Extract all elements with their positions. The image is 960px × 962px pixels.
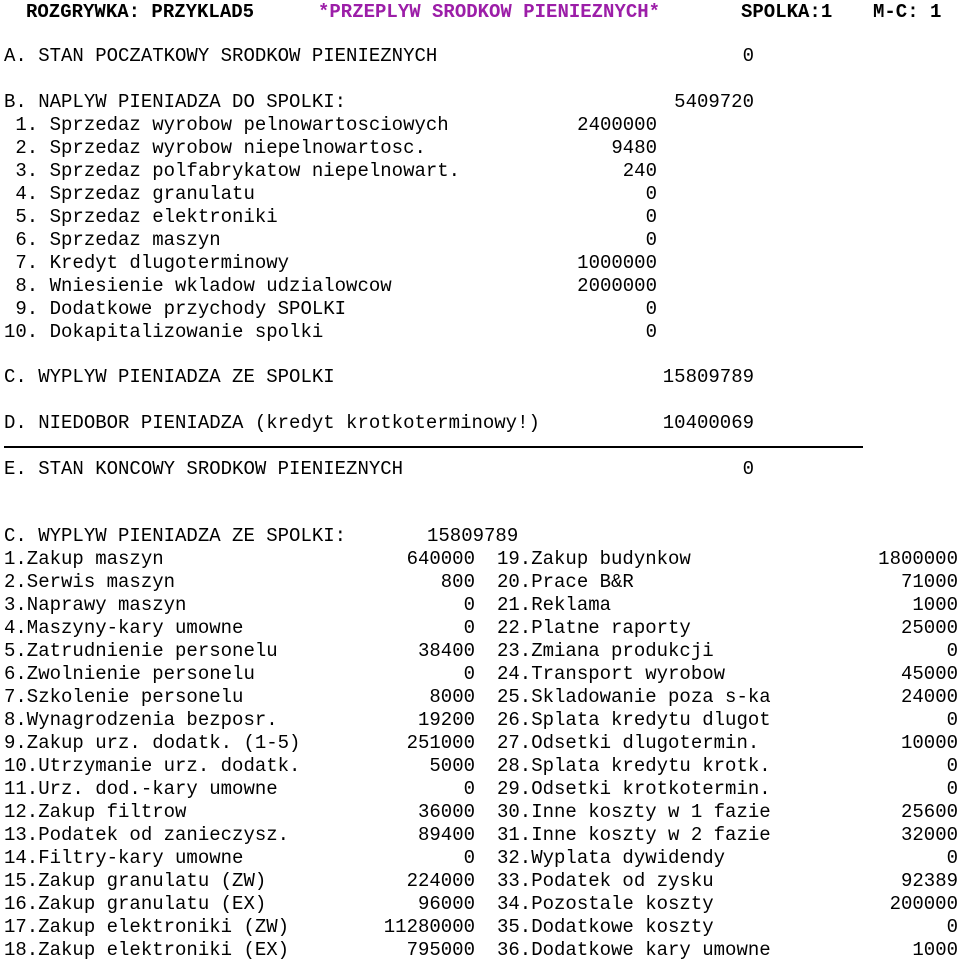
inflow-item-label: 8. Wniesienie wkladow udzialowcow: [4, 275, 392, 297]
outflow-label: C. WYPLYW PIENIADZA ZE SPOLKI:: [4, 525, 347, 547]
outflow-right-item-label: 23.Zmiana produkcji: [497, 640, 714, 662]
section-d-value: 10400069: [662, 412, 754, 434]
inflow-item-label: 9. Dodatkowe przychody SPOLKI: [4, 298, 347, 320]
outflow-left-item-label: 2.Serwis maszyn: [4, 571, 176, 593]
inflow-item-value: 2400000: [577, 114, 657, 136]
outflow-right-item-label: 31.Inne koszty w 2 fazie: [497, 824, 771, 846]
outflow-left-item-value: 0: [463, 617, 475, 639]
outflow-left-item-label: 5.Zatrudnienie personelu: [4, 640, 278, 662]
inflow-item-value: 0: [645, 183, 657, 205]
outflow-right-item-value: 10000: [900, 732, 958, 754]
outflow-right-item-value: 0: [946, 640, 958, 662]
outflow-right-item-label: 36.Dodatkowe kary umowne: [497, 939, 771, 961]
outflow-left-item-label: 12.Zakup filtrow: [4, 801, 187, 823]
outflow-right-item-value: 25600: [900, 801, 958, 823]
outflow-left-item-value: 640000: [406, 548, 475, 570]
outflow-right-item-value: 1000: [912, 594, 958, 616]
outflow-left-item-value: 38400: [417, 640, 475, 662]
outflow-left-item-label: 13.Podatek od zanieczysz.: [4, 824, 290, 846]
outflow-right-item-label: 26.Splata kredytu dlugot: [497, 709, 771, 731]
section-b-label: B. NAPLYW PIENIADZA DO SPOLKI:: [4, 91, 347, 113]
inflow-item-value: 0: [645, 321, 657, 343]
outflow-left-item-value: 0: [463, 594, 475, 616]
outflow-right-item-value: 0: [946, 916, 958, 938]
inflow-item-label: 10. Dokapitalizowanie spolki: [4, 321, 324, 343]
outflow-right-item-label: 25.Skladowanie poza s-ka: [497, 686, 771, 708]
outflow-left-item-value: 19200: [417, 709, 475, 731]
outflow-right-item-label: 30.Inne koszty w 1 fazie: [497, 801, 771, 823]
section-c-label: C. WYPLYW PIENIADZA ZE SPOLKI: [4, 366, 335, 388]
outflow-right-item-label: 34.Pozostale koszty: [497, 893, 714, 915]
inflow-item-value: 0: [645, 229, 657, 251]
inflow-item-label: 2. Sprzedaz wyrobow niepelnowartosc.: [4, 137, 426, 159]
divider: [4, 446, 863, 448]
outflow-left-item-value: 0: [463, 663, 475, 685]
outflow-left-item-label: 7.Szkolenie personelu: [4, 686, 244, 708]
section-e-label: E. STAN KONCOWY SRODKOW PIENIEZNYCH: [4, 458, 404, 480]
outflow-right-item-label: 21.Reklama: [497, 594, 612, 616]
outflow-right-item-value: 1800000: [878, 548, 958, 570]
outflow-left-item-label: 18.Zakup elektroniki (EX): [4, 939, 290, 961]
outflow-right-item-value: 0: [946, 755, 958, 777]
section-b-value: 5409720: [674, 91, 754, 113]
inflow-item-label: 3. Sprzedaz polfabrykatow niepelnowart.: [4, 160, 461, 182]
inflow-item-label: 1. Sprzedaz wyrobow pelnowartosciowych: [4, 114, 449, 136]
outflow-right-item-label: 19.Zakup budynkow: [497, 548, 691, 570]
section-c-value: 15809789: [662, 366, 754, 388]
outflow-right-item-value: 92389: [900, 870, 958, 892]
section-d-label: D. NIEDOBOR PIENIADZA (kredyt krotkoterminowy!): [4, 412, 540, 434]
outflow-right-item-value: 32000: [900, 824, 958, 846]
outflow-left-item-value: 8000: [429, 686, 475, 708]
outflow-left-item-value: 96000: [417, 893, 475, 915]
outflow-left-item-value: 251000: [406, 732, 475, 754]
outflow-left-item-label: 8.Wynagrodzenia bezposr.: [4, 709, 278, 731]
outflow-right-item-value: 200000: [889, 893, 958, 915]
outflow-right-item-label: 32.Wyplata dywidendy: [497, 847, 726, 869]
outflow-left-item-label: 1.Zakup maszyn: [4, 548, 164, 570]
outflow-left-item-value: 0: [463, 778, 475, 800]
outflow-left-item-value: 224000: [406, 870, 475, 892]
inflow-item-label: 7. Kredyt dlugoterminowy: [4, 252, 290, 274]
report-title: *PRZEPLYW SRODKOW PIENIEZNYCH*: [318, 1, 661, 23]
outflow-left-item-label: 14.Filtry-kary umowne: [4, 847, 244, 869]
outflow-left-item-label: 16.Zakup granulatu (EX): [4, 893, 267, 915]
outflow-left-item-value: 36000: [417, 801, 475, 823]
outflow-right-item-label: 33.Podatek od zysku: [497, 870, 714, 892]
outflow-left-item-label: 4.Maszyny-kary umowne: [4, 617, 244, 639]
inflow-item-label: 4. Sprzedaz granulatu: [4, 183, 255, 205]
outflow-right-item-label: 35.Dodatkowe koszty: [497, 916, 714, 938]
outflow-right-item-value: 0: [946, 709, 958, 731]
outflow-left-item-value: 800: [440, 571, 475, 593]
inflow-item-value: 1000000: [577, 252, 657, 274]
section-e-value: 0: [742, 458, 754, 480]
outflow-right-item-value: 71000: [900, 571, 958, 593]
outflow-right-item-value: 1000: [912, 939, 958, 961]
outflow-right-item-label: 22.Platne raporty: [497, 617, 691, 639]
inflow-item-label: 5. Sprzedaz elektroniki: [4, 206, 278, 228]
outflow-right-item-label: 20.Prace B&R: [497, 571, 634, 593]
outflow-left-item-label: 11.Urz. dod.-kary umowne: [4, 778, 278, 800]
outflow-left-item-label: 17.Zakup elektroniki (ZW): [4, 916, 290, 938]
inflow-item-value: 240: [622, 160, 657, 182]
section-a-label: A. STAN POCZATKOWY SRODKOW PIENIEZNYCH: [4, 45, 438, 67]
outflow-left-item-value: 795000: [406, 939, 475, 961]
outflow-total: 15809789: [427, 525, 519, 547]
outflow-left-item-label: 3.Naprawy maszyn: [4, 594, 187, 616]
outflow-right-item-label: 28.Splata kredytu krotk.: [497, 755, 771, 777]
outflow-left-item-value: 5000: [429, 755, 475, 777]
inflow-item-value: 9480: [611, 137, 657, 159]
outflow-left-item-value: 0: [463, 847, 475, 869]
outflow-right-item-label: 24.Transport wyrobow: [497, 663, 726, 685]
outflow-right-item-value: 24000: [900, 686, 958, 708]
month-label: M-C: 1: [873, 1, 942, 23]
inflow-item-value: 2000000: [577, 275, 657, 297]
inflow-item-value: 0: [645, 206, 657, 228]
outflow-right-item-value: 25000: [900, 617, 958, 639]
outflow-left-item-label: 6.Zwolnienie personelu: [4, 663, 255, 685]
outflow-left-item-label: 10.Utrzymanie urz. dodatk.: [4, 755, 301, 777]
outflow-right-item-value: 0: [946, 847, 958, 869]
outflow-right-item-label: 29.Odsetki krotkotermin.: [497, 778, 771, 800]
outflow-right-item-label: 27.Odsetki dlugotermin.: [497, 732, 760, 754]
company-label: SPOLKA:1: [741, 1, 833, 23]
inflow-item-label: 6. Sprzedaz maszyn: [4, 229, 221, 251]
section-a-value: 0: [742, 45, 754, 67]
inflow-item-value: 0: [645, 298, 657, 320]
outflow-right-item-value: 45000: [900, 663, 958, 685]
outflow-left-item-label: 9.Zakup urz. dodatk. (1-5): [4, 732, 301, 754]
outflow-left-item-value: 11280000: [383, 916, 475, 938]
game-name: ROZGRYWKA: PRZYKLAD5: [26, 1, 255, 23]
outflow-left-item-label: 15.Zakup granulatu (ZW): [4, 870, 267, 892]
outflow-right-item-value: 0: [946, 778, 958, 800]
outflow-left-item-value: 89400: [417, 824, 475, 846]
